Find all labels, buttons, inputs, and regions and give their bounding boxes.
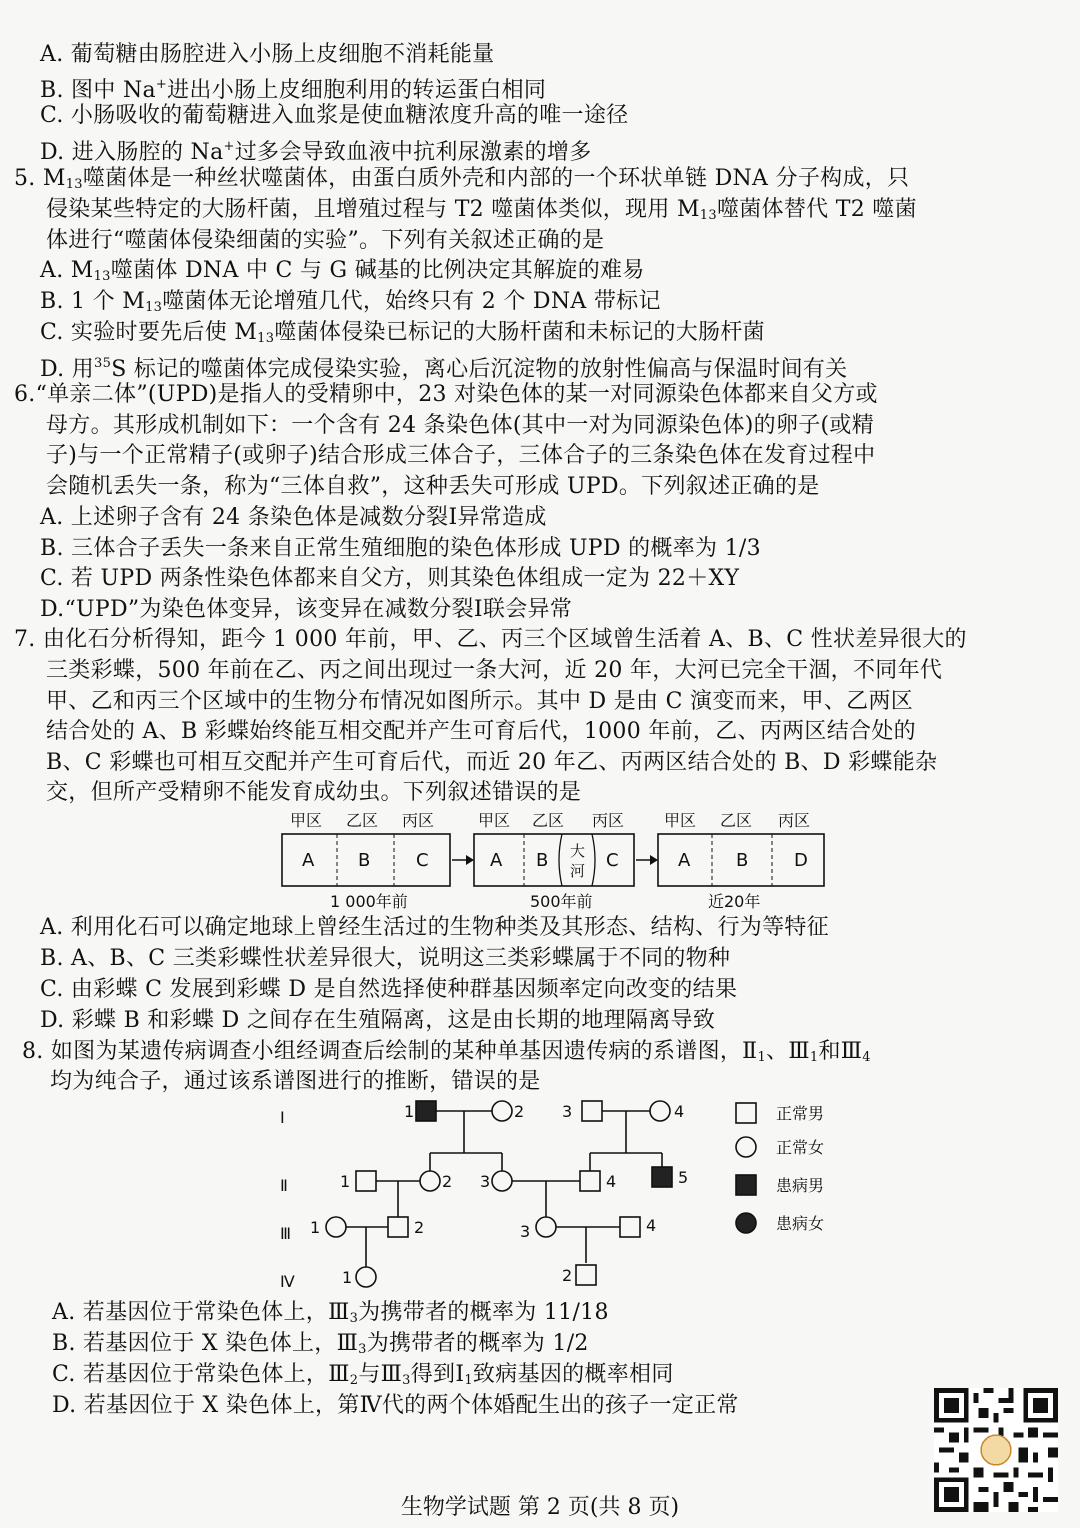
q7-stem-line3: 甲、乙和丙三个区域中的生物分布情况如图所示。其中 D 是由 C 演变而来，甲、乙两区 bbox=[46, 689, 914, 714]
legend-affected-female-symbol bbox=[736, 1213, 756, 1233]
text: B. 图中 Na bbox=[40, 78, 156, 103]
superscript: + bbox=[155, 77, 168, 92]
subscript: 2 bbox=[349, 1373, 359, 1388]
text: 过多会导致血液中抗利尿激素的增多 bbox=[234, 140, 592, 165]
text: 致病基因的概率相同 bbox=[472, 1362, 674, 1387]
individual-number: 3 bbox=[520, 1222, 531, 1241]
text: 噬菌体无论增殖几代，始终只有 2 个 DNA 带标记 bbox=[162, 289, 661, 314]
q6-stem-line2: 母方。其形成机制如下：一个含有 24 条染色体(其中一对为同源染色体)的卵子(或精 bbox=[46, 413, 875, 438]
text: D. 进入肠腔的 Na bbox=[40, 140, 224, 165]
q7-option-d: D. 彩蝶 B 和彩蝶 D 之间存在生殖隔离，这是由长期的地理隔离导致 bbox=[40, 1008, 716, 1033]
caption-recent-20-years: 近20年 bbox=[708, 892, 761, 911]
zone-label-jia: 甲区 bbox=[664, 811, 697, 830]
individual-number: 2 bbox=[514, 1102, 525, 1121]
text: 与Ⅲ bbox=[358, 1362, 403, 1387]
q7-option-b: B. A、B、C 三类彩蝶性状差异很大，说明这三类彩蝶属于不同的物种 bbox=[40, 946, 731, 971]
individual-number: 4 bbox=[646, 1216, 657, 1235]
q6-option-c: C. 若 UPD 两条性染色体都来自父方，则其染色体组成一定为 22＋XY bbox=[40, 566, 740, 591]
individual-number: 3 bbox=[480, 1172, 491, 1191]
zone-label-yi: 乙区 bbox=[720, 811, 753, 830]
pedigree-I2-female bbox=[492, 1101, 512, 1121]
individual-number: 4 bbox=[606, 1172, 617, 1191]
legend-affected-male-label: 患病男 bbox=[776, 1176, 825, 1195]
legend-normal-male-label: 正常男 bbox=[776, 1104, 825, 1123]
zone-label-yi: 乙区 bbox=[532, 811, 565, 830]
river-label-bottom: 河 bbox=[570, 862, 586, 880]
text: 5. M bbox=[14, 166, 66, 191]
individual-number: 5 bbox=[678, 1168, 689, 1187]
pedigree-III1-female bbox=[326, 1217, 346, 1237]
text: D. 用 bbox=[40, 357, 95, 382]
individual-number: 2 bbox=[442, 1172, 453, 1191]
q6-option-a: A. 上述卵子含有 24 条染色体是减数分裂Ⅰ异常造成 bbox=[40, 505, 547, 530]
text: 噬菌体替代 T2 噬菌 bbox=[716, 197, 917, 222]
subscript: 3 bbox=[349, 1311, 359, 1326]
river-bank-left bbox=[559, 834, 562, 886]
subscript: 13 bbox=[699, 208, 717, 223]
individual-number: 1 bbox=[310, 1218, 321, 1237]
panel-recent-20-years bbox=[658, 811, 824, 911]
individual-number: 2 bbox=[562, 1266, 573, 1285]
subscript: 13 bbox=[145, 300, 163, 315]
q7-stem-line6: 交，但所产受精卵不能发育成幼虫。下列叙述错误的是 bbox=[46, 780, 582, 805]
species-b: B bbox=[536, 850, 549, 871]
pedigree-I4-female bbox=[650, 1101, 670, 1121]
subscript: 1 bbox=[809, 1050, 819, 1065]
q7-stem-line1: 7. 由化石分析得知，距今 1 000 年前，甲、乙、丙三个区域曾生活着 A、B、C 性状差异很大的 bbox=[14, 627, 967, 652]
text: A. 若基因位于常染色体上，Ⅲ bbox=[52, 1300, 350, 1325]
text: 噬菌体 DNA 中 C 与 G 碱基的比例决定其解旋的难易 bbox=[110, 258, 645, 283]
pedigree-IV1-female bbox=[356, 1267, 376, 1287]
generation-label-II: Ⅱ bbox=[280, 1176, 288, 1195]
arrow-head bbox=[466, 855, 474, 865]
subscript: 1 bbox=[464, 1373, 473, 1388]
pedigree-chart bbox=[270, 1095, 870, 1295]
species-d: D bbox=[794, 850, 808, 871]
q6-stem-line3: 子)与一个正常精子(或卵子)结合形成三体合子，三体合子的三条染色体在发育过程中 bbox=[46, 443, 876, 468]
generation-label-III: Ⅲ bbox=[280, 1224, 292, 1243]
q4-option-a: A. 葡萄糖由肠腔进入小肠上皮细胞不消耗能量 bbox=[40, 42, 495, 67]
generation-label-I: Ⅰ bbox=[280, 1108, 285, 1127]
pedigree-III3-female bbox=[536, 1217, 556, 1237]
pedigree-III4-male bbox=[620, 1217, 640, 1237]
q6-option-d: D.“UPD”为染色体变异，该变异在减数分裂Ⅰ联会异常 bbox=[40, 597, 573, 622]
legend-affected-female-label: 患病女 bbox=[776, 1214, 825, 1233]
q8-option-d: D. 若基因位于 X 染色体上，第Ⅳ代的两个体婚配生出的孩子一定正常 bbox=[52, 1393, 739, 1418]
subscript: 1 bbox=[757, 1050, 767, 1065]
text: C. 若基因位于常染色体上，Ⅲ bbox=[52, 1362, 350, 1387]
text: 为携带者的概率为 1/2 bbox=[366, 1331, 589, 1356]
generation-label-IV: Ⅳ bbox=[280, 1272, 295, 1291]
individual-number: 4 bbox=[674, 1102, 685, 1121]
pedigree-II5-affected-male bbox=[652, 1167, 672, 1187]
species-c: C bbox=[606, 850, 619, 871]
subscript: 3 bbox=[402, 1373, 411, 1388]
subscript: 3 bbox=[358, 1342, 367, 1357]
pedigree-IV2-male bbox=[576, 1265, 596, 1285]
text: 、Ⅲ bbox=[766, 1039, 810, 1064]
text: 得到Ⅰ bbox=[410, 1362, 465, 1387]
individual-number: 1 bbox=[340, 1172, 351, 1191]
q7-stem-line4: 结合处的 A、B 彩蝶始终能互相交配并产生可育后代，1000 年前，乙、丙两区结合处的 bbox=[46, 719, 916, 744]
text: 为携带者的概率为 11/18 bbox=[358, 1300, 609, 1325]
pedigree-II2-female bbox=[420, 1171, 440, 1191]
pedigree-II4-male bbox=[580, 1171, 600, 1191]
q5-stem-line3: 体进行“噬菌体侵染细菌的实验”。下列有关叙述正确的是 bbox=[46, 228, 605, 253]
q7-stem-line2: 三类彩蝶，500 年前在乙、丙之间出现过一条大河，近 20 年，大河已完全干涸，不同年代 bbox=[46, 658, 943, 683]
text: 8. 如图为某遗传病调查小组经调查后绘制的某种单基因遗传病的系谱图，Ⅱ bbox=[22, 1039, 758, 1064]
river-bank-right bbox=[592, 834, 595, 886]
superscript: 35 bbox=[94, 356, 112, 371]
pedigree-I1-affected-male bbox=[416, 1101, 436, 1121]
individual-number: 1 bbox=[404, 1102, 415, 1121]
q6-stem-line1: 6.“单亲二体”(UPD)是指人的受精卵中，23 对染色体的某一对同源染色体都来自父方或 bbox=[14, 382, 878, 407]
panel-500-years-ago bbox=[474, 811, 634, 911]
text: 噬菌体是一种丝状噬菌体，由蛋白质外壳和内部的一个环状单链 DNA 分子构成，只 bbox=[82, 166, 910, 191]
butterfly-distribution-figure bbox=[280, 808, 830, 912]
q7-option-a: A. 利用化石可以确定地球上曾经生活过的生物种类及其形态、结构、行为等特征 bbox=[40, 915, 829, 940]
text: B. 若基因位于 X 染色体上，Ⅲ bbox=[52, 1331, 359, 1356]
zone-label-bing: 丙区 bbox=[778, 811, 811, 830]
q6-option-b: B. 三体合子丢失一条来自正常生殖细胞的染色体形成 UPD 的概率为 1/3 bbox=[40, 536, 761, 561]
q7-stem-line5: B、C 彩蝶也可相互交配并产生可育后代，而近 20 年乙、丙两区结合处的 B、D 彩蝶能杂 bbox=[46, 750, 938, 775]
subscript: 4 bbox=[862, 1050, 871, 1065]
individual-number: 2 bbox=[414, 1218, 425, 1237]
text: 和Ⅲ bbox=[818, 1039, 863, 1064]
panel-1000-years-ago bbox=[282, 811, 450, 911]
individual-number: 1 bbox=[342, 1268, 353, 1287]
species-b: B bbox=[358, 850, 371, 871]
q4-option-d bbox=[40, 132, 592, 168]
q7-option-c: C. 由彩蝶 C 发展到彩蝶 D 是自然选择使种群基因频率定向改变的结果 bbox=[40, 977, 738, 1002]
subscript: 13 bbox=[65, 177, 83, 192]
river-label-top: 大 bbox=[570, 842, 586, 860]
species-c: C bbox=[416, 850, 429, 871]
text: S 标记的噬菌体完成侵染实验，离心后沉淀物的放射性偏高与保温时间有关 bbox=[111, 357, 848, 382]
species-b: B bbox=[736, 850, 749, 871]
legend-normal-female-label: 正常女 bbox=[776, 1138, 825, 1157]
zone-label-bing: 丙区 bbox=[592, 811, 625, 830]
subscript: 13 bbox=[257, 331, 275, 346]
species-a: A bbox=[302, 850, 315, 871]
q4-option-c: C. 小肠吸收的葡萄糖进入血浆是使血糖浓度升高的唯一途径 bbox=[40, 103, 629, 128]
species-a: A bbox=[678, 850, 691, 871]
pedigree-II1-male bbox=[356, 1171, 376, 1191]
legend-normal-male-symbol bbox=[736, 1103, 756, 1123]
text: 噬菌体侵染已标记的大肠杆菌和未标记的大肠杆菌 bbox=[274, 320, 765, 345]
pedigree-III2-male bbox=[388, 1217, 408, 1237]
legend-normal-female-symbol bbox=[736, 1137, 756, 1157]
zone-label-bing: 丙区 bbox=[402, 811, 435, 830]
superscript: + bbox=[223, 139, 235, 154]
text: C. 实验时要先后使 M bbox=[40, 320, 258, 345]
zone-label-jia: 甲区 bbox=[478, 811, 511, 830]
text: A. M bbox=[40, 258, 94, 283]
text: B. 1 个 M bbox=[40, 289, 146, 314]
zone-label-yi: 乙区 bbox=[346, 811, 379, 830]
text: 进出小肠上皮细胞利用的转运蛋白相同 bbox=[167, 78, 547, 103]
caption-1000-years: 1 000年前 bbox=[330, 892, 408, 911]
q6-stem-line4: 会随机丢失一条，称为“三体自救”，这种丢失可形成 UPD。下列叙述正确的是 bbox=[46, 474, 820, 499]
q8-stem-line2: 均为纯合子，通过该系谱图进行的推断，错误的是 bbox=[50, 1069, 541, 1094]
arrow-head bbox=[650, 855, 658, 865]
caption-500-years: 500年前 bbox=[530, 892, 593, 911]
legend-affected-male-symbol bbox=[736, 1175, 756, 1195]
individual-number: 3 bbox=[562, 1102, 573, 1121]
subscript: 13 bbox=[93, 269, 111, 284]
text: 侵染某些特定的大肠杆菌，且增殖过程与 T2 噬菌体类似，现用 M bbox=[46, 197, 700, 222]
pedigree-II3-female bbox=[492, 1171, 512, 1191]
species-a: A bbox=[490, 850, 503, 871]
zone-label-jia: 甲区 bbox=[290, 811, 323, 830]
pedigree-I3-male bbox=[582, 1101, 602, 1121]
page-footer: 生物学试题 第 2 页(共 8 页) bbox=[400, 1495, 680, 1520]
